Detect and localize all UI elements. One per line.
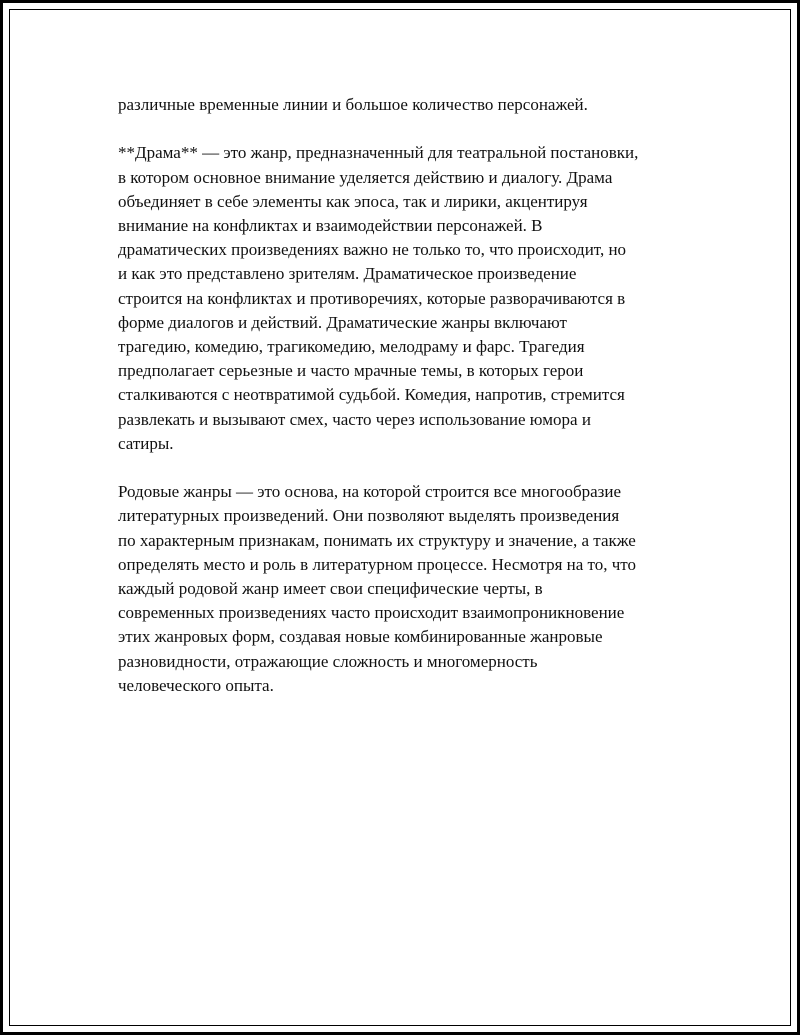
paragraph-3	[118, 480, 693, 698]
text-line: в котором основное внимание уделяется действию и диалогу. Драма	[118, 167, 613, 187]
text-line: объединяет в себе элементы как эпоса, так и лирики, акцентируя	[118, 191, 588, 211]
text-line: трагедию, комедию, трагикомедию, мелодраму и фарс. Трагедия	[118, 337, 585, 357]
text-line: развлекать и вызывают смех, часто через использование юмора и	[118, 409, 591, 429]
text-line: строится на конфликтах и противоречиях, которые разворачиваются в	[118, 288, 626, 308]
document-body	[118, 93, 693, 722]
text-line: и как это представлено зрителям. Драматическое произведение	[118, 264, 577, 284]
text-line: сталкиваются с неотвратимой судьбой. Комедия, напротив, стремится	[118, 385, 625, 405]
text-line: человеческого опыта.	[118, 675, 274, 695]
paragraph-2	[118, 141, 693, 456]
paragraph-1	[118, 93, 693, 117]
text-line: предполагает серьезные и часто мрачные темы, в которых герои	[118, 361, 584, 381]
text-line: Родовые жанры — это основа, на которой строится все многообразие	[118, 482, 621, 502]
text-line: литературных произведений. Они позволяют выделять произведения	[118, 506, 620, 526]
text-line: драматических произведениях важно не только то, что происходит, но	[118, 240, 627, 260]
text-line: сатиры.	[118, 433, 174, 453]
text-line: определять место и роль в литературном процессе. Несмотря на то, что	[118, 554, 637, 574]
text-line: каждый родовой жанр имеет свои специфические черты, в	[118, 579, 543, 599]
text-line: современных произведениях часто происходит взаимопроникновение	[118, 603, 625, 623]
text-line: по характерным признакам, понимать их структуру и значение, а также	[118, 530, 636, 550]
text-line: внимание на конфликтах и взаимодействии персонажей. В	[118, 216, 543, 235]
text-line: **Драма** — это жанр, предназначенный для театральной постановки,	[118, 143, 639, 163]
text-line: разновидности, отражающие сложность и многомерность	[118, 651, 538, 671]
text-line: форме диалогов и действий. Драматические жанры включают	[118, 312, 567, 332]
text-line: различные временные линии и большое количество персонажей.	[118, 95, 588, 114]
text-line: этих жанровых форм, создавая новые комбинированные жанровые	[118, 627, 603, 647]
